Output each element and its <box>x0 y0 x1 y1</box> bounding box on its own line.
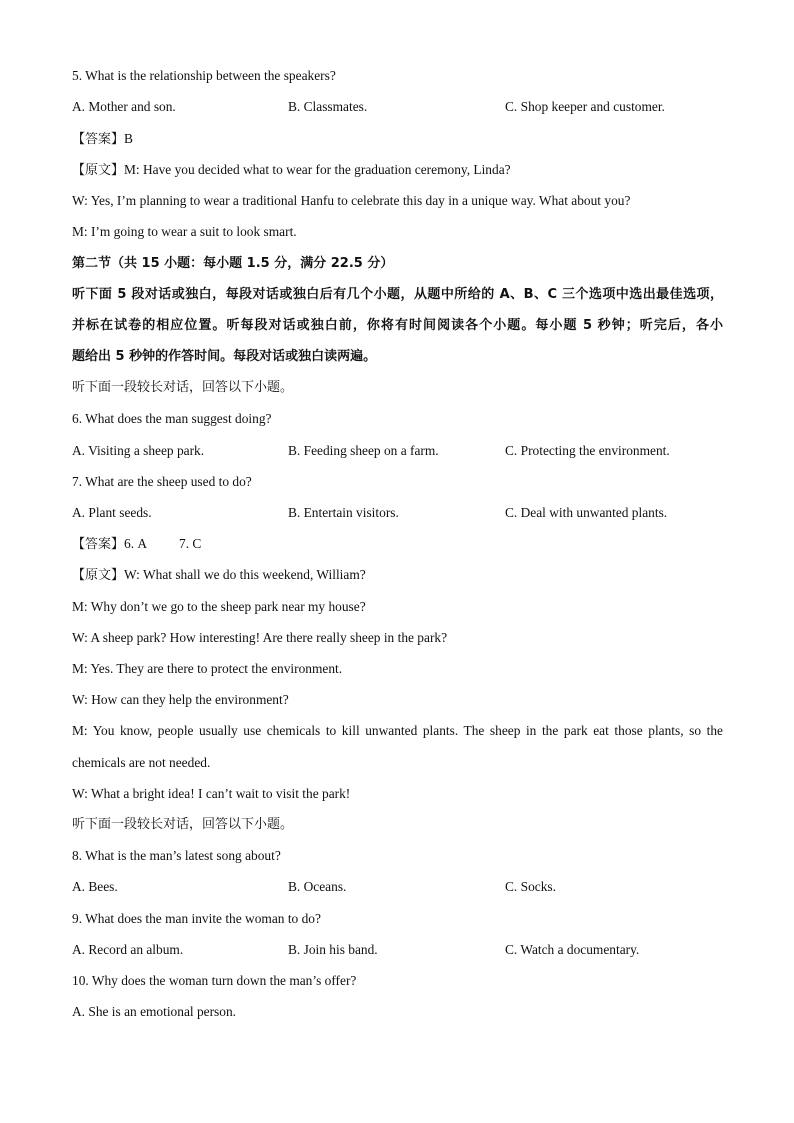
answer-tag: 【答案】 <box>72 537 125 552</box>
transcript-tag: 【原文】 <box>72 568 125 583</box>
dialog-1-transcript-line-5: W: How can they help the environment? <box>72 692 289 707</box>
section-2-heading: 第二节（共 15 小题：每小题 1.5 分，满分 22.5 分） <box>72 256 394 271</box>
q6-option-c: C. Protecting the environment. <box>505 443 670 458</box>
q5-answer-line <box>72 130 133 149</box>
section-2-instructions-line-1: 听下面 5 段对话或独白，每段对话或独白后有几个小题，从题中所给的 A、B、C 三个选项中选出最佳选项， <box>72 287 723 302</box>
answer-tag: 【答案】 <box>72 132 125 147</box>
q5-option-b: B. Classmates. <box>288 99 368 114</box>
dialog-1-answer-line <box>72 535 147 554</box>
q10-option-a: A. She is an emotional person. <box>72 1004 237 1019</box>
q6-option-a: A. Visiting a sheep park. <box>72 443 205 458</box>
section-2-instructions-line-2: 并标在试卷的相应位置。听每段对话或独白前，你将有时间阅读各个小题。每小题 5 秒钟；听完后，各小 <box>72 318 723 333</box>
q5-option-a: A. Mother and son. <box>72 99 176 114</box>
q8-option-a: A. Bees. <box>72 879 118 894</box>
dialog-1-transcript-line-2: M: Why don’t we go to the sheep park near my house? <box>72 599 366 614</box>
answer-6: 6. A <box>124 536 148 551</box>
dialog-2-intro: 听下面一段较长对话，回答以下小题。 <box>72 817 294 832</box>
q8-option-b: B. Oceans. <box>288 879 347 894</box>
dialog-1-transcript-line-7: W: What a bright idea! I can’t wait to visit the park! <box>72 786 351 801</box>
transcript-tag: 【原文】 <box>72 163 125 178</box>
dialog-1-transcript-line-1 <box>72 566 366 585</box>
dialog-1-transcript-line-3: W: A sheep park? How interesting! Are there really sheep in the park? <box>72 630 448 645</box>
q5-transcript-line-3: M: I’m going to wear a suit to look smart. <box>72 224 297 239</box>
q5-transcript-line-1 <box>72 161 511 180</box>
question-6-stem: 6. What does the man suggest doing? <box>72 411 272 426</box>
q9-option-b: B. Join his band. <box>288 942 378 957</box>
q7-option-b: B. Entertain visitors. <box>288 505 399 520</box>
q7-option-c: C. Deal with unwanted plants. <box>505 505 668 520</box>
q8-option-c: C. Socks. <box>505 879 556 894</box>
question-9-stem: 9. What does the man invite the woman to do? <box>72 911 321 926</box>
transcript-text: M: Have you decided what to wear for the graduation ceremony, Linda? <box>124 162 511 177</box>
question-5-stem: 5. What is the relationship between the speakers? <box>72 68 336 83</box>
q6-option-b: B. Feeding sheep on a farm. <box>288 443 439 458</box>
question-10-stem: 10. Why does the woman turn down the man’s offer? <box>72 973 357 988</box>
q5-option-c: C. Shop keeper and customer. <box>505 99 665 114</box>
dialog-1-intro: 听下面一段较长对话，回答以下小题。 <box>72 380 294 395</box>
answer-7: 7. C <box>179 536 202 551</box>
q7-option-a: A. Plant seeds. <box>72 505 152 520</box>
section-2-instructions-line-3: 题给出 5 秒钟的作答时间。每段对话或独白读两遍。 <box>72 349 377 364</box>
transcript-text: W: What shall we do this weekend, William? <box>124 567 366 582</box>
dialog-1-transcript-line-4: M: Yes. They are there to protect the environment. <box>72 661 343 676</box>
dialog-1-transcript-line-6-cont: chemicals are not needed. <box>72 755 211 770</box>
q9-option-c: C. Watch a documentary. <box>505 942 640 957</box>
q5-answer: B <box>124 131 133 146</box>
q9-option-a: A. Record an album. <box>72 942 184 957</box>
question-8-stem: 8. What is the man’s latest song about? <box>72 848 281 863</box>
question-7-stem: 7. What are the sheep used to do? <box>72 474 252 489</box>
dialog-1-transcript-line-6: M: You know, people usually use chemicals to kill unwanted plants. The sheep in the park eat those plants, so the <box>72 723 723 738</box>
q5-transcript-line-2: W: Yes, I’m planning to wear a traditional Hanfu to celebrate this day in a unique way. What about you? <box>72 193 631 208</box>
